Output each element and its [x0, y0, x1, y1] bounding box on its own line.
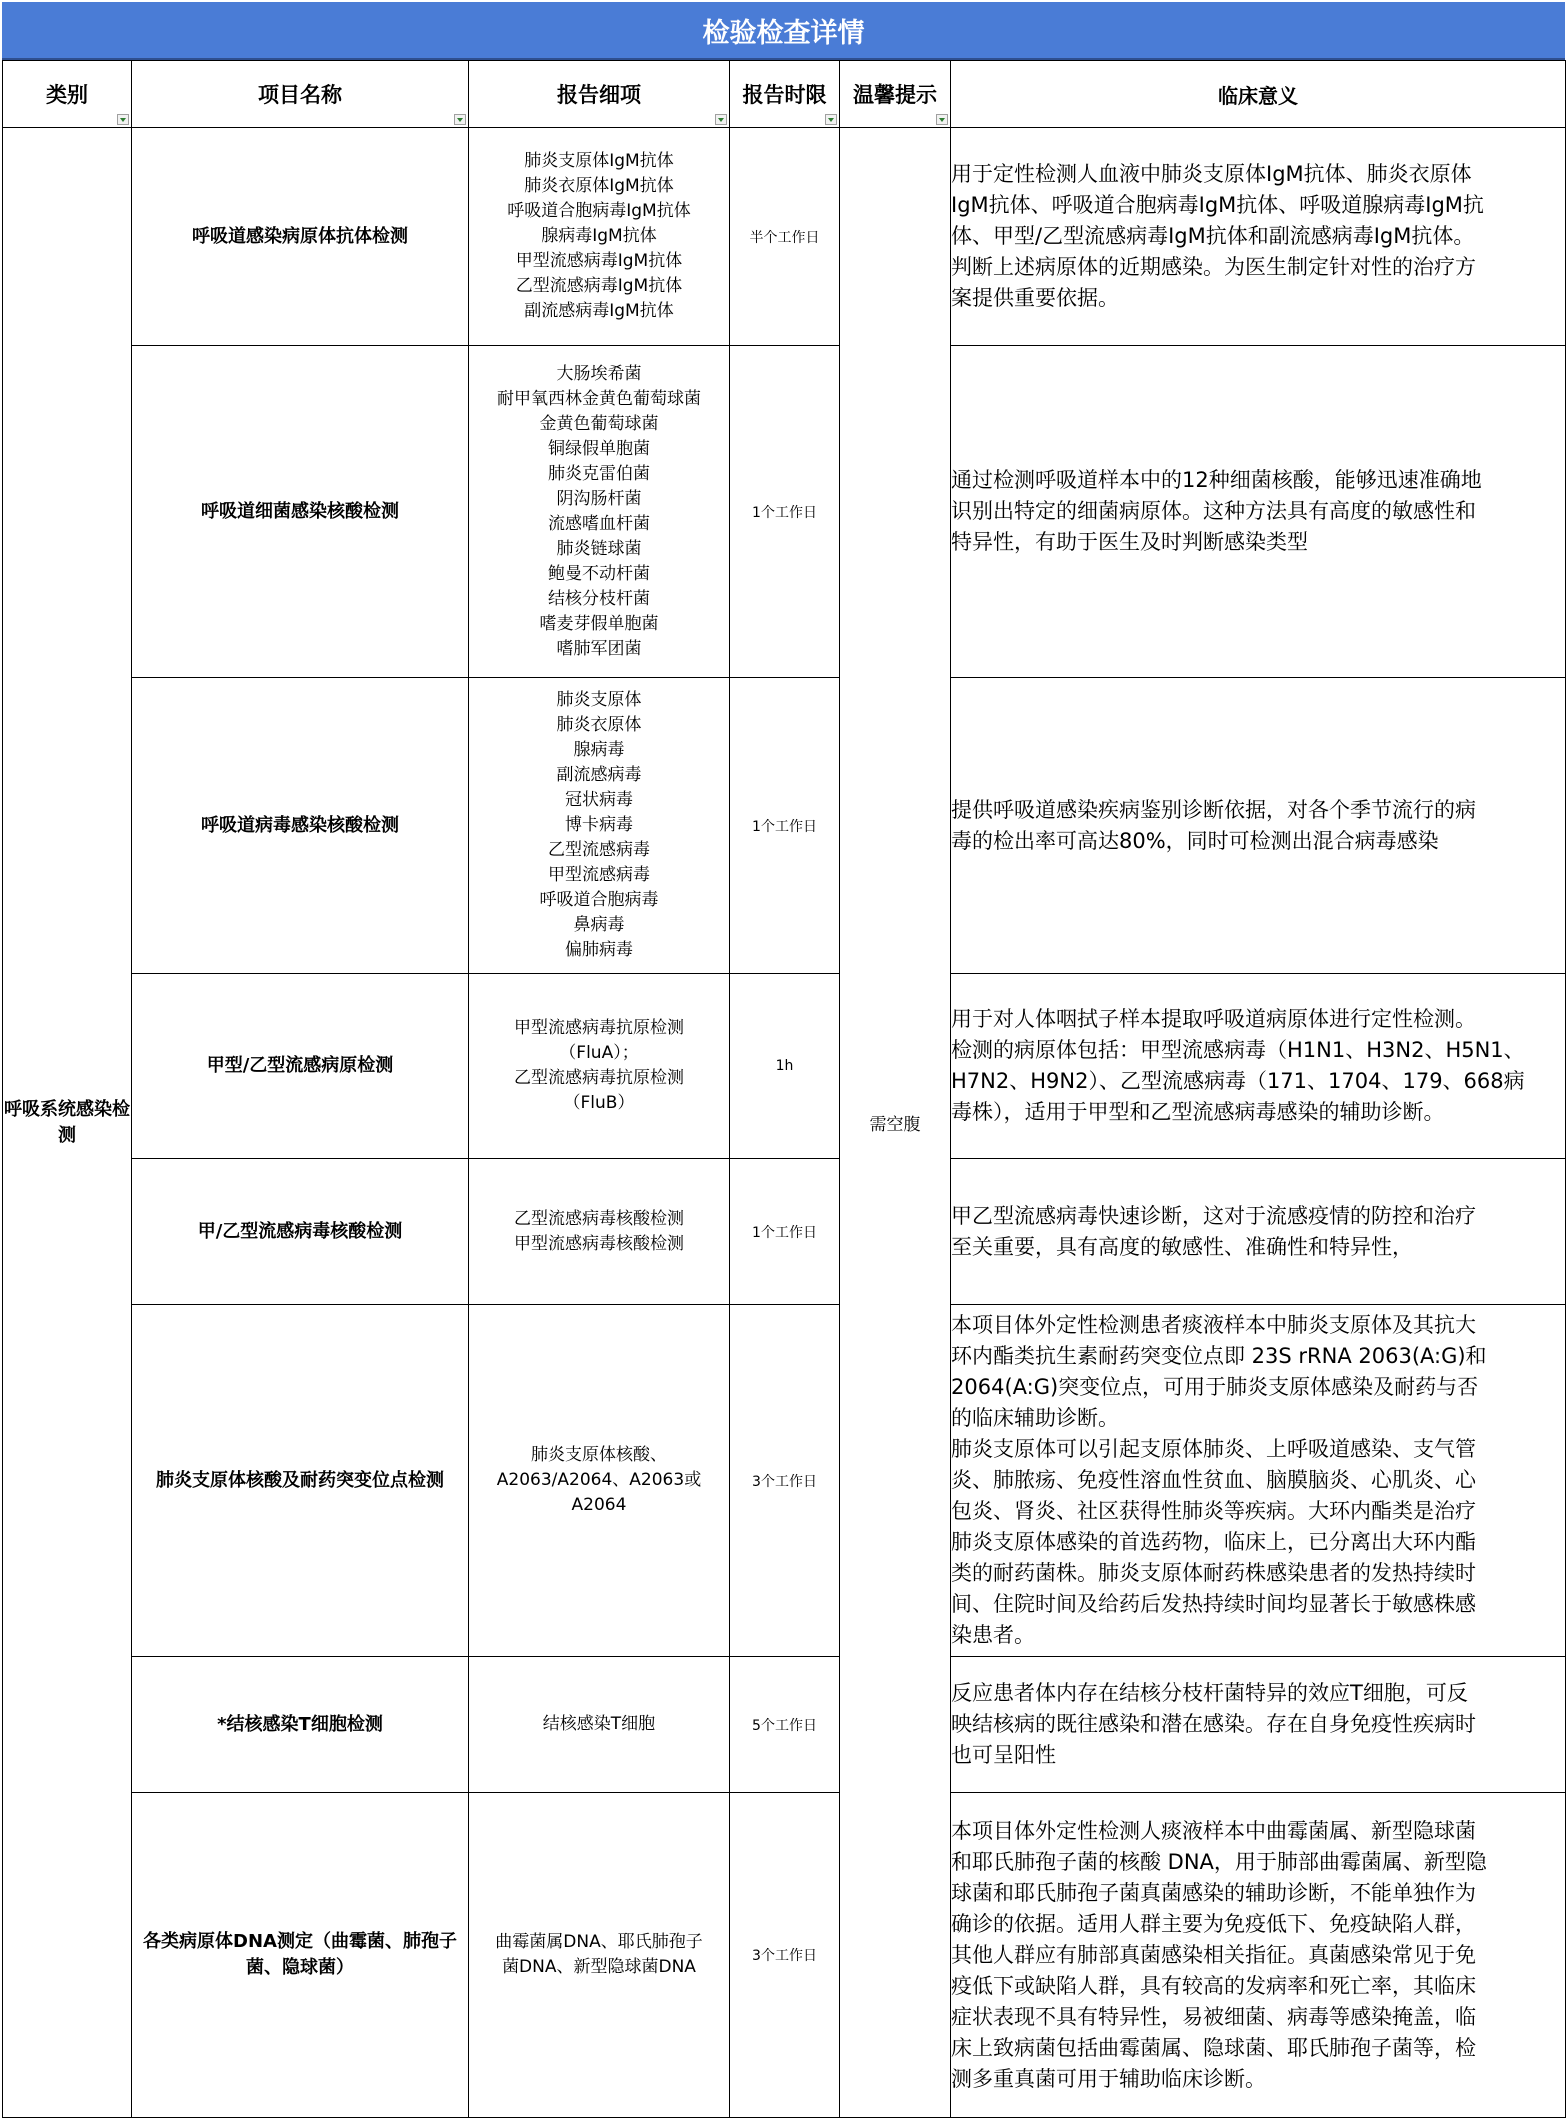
detail-line: 肺炎支原体IgM抗体 — [524, 151, 674, 171]
detail-line: 嗜肺军团菌 — [556, 638, 642, 659]
meaning-line: 判断上述病原体的近期感染。为医生制定针对性的治疗方 — [951, 255, 1476, 279]
header-report-detail — [469, 61, 730, 128]
detail-line: 鲍曼不动杆菌 — [548, 563, 650, 584]
detail-line: 嗜麦芽假单胞菌 — [539, 613, 659, 634]
meaning-line: 反应患者体内存在结核分枝杆菌特异的效应T细胞，可反 — [951, 1681, 1468, 1705]
filter-dropdown-icon[interactable] — [715, 114, 727, 125]
detail-line: 肺炎支原体核酸、 — [531, 1445, 667, 1465]
detail-line: 菌DNA、新型隐球菌DNA — [502, 1957, 696, 1977]
header-label: 类别 — [46, 83, 88, 107]
header-label: 报告时限 — [742, 83, 827, 107]
table-row — [3, 128, 1566, 346]
detail-line: A2064 — [571, 1495, 627, 1515]
detail-line: 肺炎支原体 — [556, 690, 642, 710]
detail-line: 副流感病毒 — [556, 765, 642, 785]
meaning-line: 测多重真菌可用于辅助临床诊断。 — [951, 2066, 1266, 2091]
meaning-line: 肺炎支原体感染的首选药物，临床上，已分离出大环内酯 — [951, 1530, 1476, 1554]
detail-line: 呼吸道合胞病毒 — [539, 890, 659, 910]
report-time-cell[interactable]: 半个工作日 — [730, 128, 840, 346]
header-item-name — [132, 61, 469, 128]
meaning-line: 环内酯类抗生素耐药突变位点即 23S rRNA 2063(A:G)和 — [951, 1344, 1487, 1368]
detail-line: 鼻病毒 — [573, 915, 625, 935]
detail-line: 肺炎衣原体 — [556, 715, 642, 735]
meaning-line: 案提供重要依据。 — [951, 286, 1119, 310]
detail-line: 大肠埃希菌 — [556, 363, 642, 384]
meaning-line: 确诊的依据。适用人群主要为免疫低下、免疫缺陷人群， — [951, 1911, 1476, 1936]
item-name-cell[interactable]: 呼吸道细菌感染核酸检测 — [132, 346, 469, 678]
clinical-meaning-cell[interactable] — [951, 1657, 1566, 1793]
tip-cell[interactable]: 需空腹 — [840, 128, 951, 2118]
report-time-cell[interactable]: 3个工作日 — [730, 1305, 840, 1657]
filter-dropdown-icon[interactable] — [454, 114, 466, 125]
meaning-line: 间、住院时间及给药后发热持续时间均显著长于敏感株感 — [951, 1592, 1476, 1616]
report-time-cell[interactable]: 1个工作日 — [730, 678, 840, 974]
detail-line: 副流感病毒IgM抗体 — [524, 301, 674, 321]
meaning-line: 识别出特定的细菌病原体。这种方法具有高度的敏感性和 — [951, 499, 1476, 523]
detail-line: 甲型流感病毒 — [548, 865, 650, 885]
report-detail-cell[interactable] — [469, 1793, 730, 2118]
detail-line: 冠状病毒 — [565, 790, 633, 810]
report-time-cell[interactable]: 1个工作日 — [730, 1159, 840, 1305]
detail-line: 肺炎衣原体IgM抗体 — [524, 176, 674, 196]
detail-line: A2063/A2064、A2063或 — [496, 1470, 702, 1490]
header-label: 项目名称 — [258, 83, 342, 107]
detail-line: 呼吸道合胞病毒IgM抗体 — [507, 201, 691, 221]
table-row — [3, 1159, 1566, 1305]
header-category — [3, 61, 132, 128]
detail-line: 结核感染T细胞 — [542, 1714, 656, 1734]
header-label: 温馨提示 — [853, 83, 937, 107]
header-tip — [840, 61, 951, 128]
detail-line: 乙型流感病毒核酸检测 — [514, 1208, 684, 1229]
meaning-line: 映结核病的既往感染和潜在感染。存在自身免疫性疾病时 — [951, 1712, 1476, 1736]
detail-line: 博卡病毒 — [565, 815, 633, 835]
clinical-meaning-cell[interactable] — [951, 346, 1566, 678]
exam-table — [2, 60, 1566, 2118]
report-time-cell[interactable]: 1h — [730, 974, 840, 1159]
table-body — [3, 128, 1566, 2118]
filter-dropdown-icon[interactable] — [117, 114, 129, 125]
detail-line: 甲型流感病毒IgM抗体 — [515, 251, 683, 271]
meaning-line: 疫低下或缺陷人群，具有较高的发病率和死亡率，其临床 — [951, 1973, 1476, 1998]
meaning-line: 包炎、肾炎、社区获得性肺炎等疾病。大环内酯类是治疗 — [951, 1499, 1476, 1523]
meaning-line: 的临床辅助诊断。 — [951, 1406, 1119, 1430]
meaning-line: 用于对人体咽拭子样本提取呼吸道病原体进行定性检测。 — [951, 1007, 1476, 1031]
header-label: 临床意义 — [1218, 83, 1298, 108]
report-detail-cell[interactable] — [469, 128, 730, 346]
clinical-meaning-cell[interactable] — [951, 974, 1566, 1159]
clinical-meaning-cell[interactable] — [951, 1305, 1566, 1657]
meaning-line: 其他人群应有肺部真菌感染相关指征。真菌感染常见于免 — [951, 1942, 1476, 1967]
table-row — [3, 974, 1566, 1159]
detail-line: 乙型流感病毒IgM抗体 — [515, 276, 683, 296]
meaning-line: 症状表现不具有特异性，易被细菌、病毒等感染掩盖，临 — [951, 2004, 1476, 2029]
detail-line: 肺炎克雷伯菌 — [548, 463, 650, 484]
category-cell[interactable]: 呼吸系统感染检测 — [3, 128, 132, 2118]
detail-line: （FluA）； — [559, 1043, 639, 1063]
detail-line: （FluB） — [563, 1093, 635, 1113]
report-detail-cell[interactable] — [469, 1657, 730, 1793]
clinical-meaning-cell[interactable] — [951, 1793, 1566, 2118]
item-name-cell[interactable]: *结核感染T细胞检测 — [132, 1657, 469, 1793]
meaning-line: 检测的病原体包括：甲型流感病毒（H1N1、H3N2、H5N1、 — [951, 1038, 1525, 1062]
report-time-cell[interactable]: 5个工作日 — [730, 1657, 840, 1793]
detail-line: 流感嗜血杆菌 — [548, 513, 650, 534]
meaning-line: 毒株），适用于甲型和乙型流感病毒感染的辅助诊断。 — [951, 1100, 1445, 1124]
table-row — [3, 1793, 1566, 2118]
meaning-line: H7N2、H9N2）、乙型流感病毒（171、1704、179、668病 — [951, 1069, 1525, 1093]
header-label: 报告细项 — [557, 83, 641, 107]
clinical-meaning-cell[interactable] — [951, 678, 1566, 974]
item-name-cell[interactable]: 呼吸道感染病原体抗体检测 — [132, 128, 469, 346]
meaning-line: IgM抗体、呼吸道合胞病毒IgM抗体、呼吸道腺病毒IgM抗 — [951, 193, 1484, 217]
detail-line: 甲型流感病毒抗原检测 — [514, 1018, 684, 1038]
report-time-cell[interactable]: 1个工作日 — [730, 346, 840, 678]
detail-line: 乙型流感病毒抗原检测 — [514, 1068, 684, 1088]
detail-line: 阴沟肠杆菌 — [556, 488, 642, 509]
report-detail-cell[interactable] — [469, 1159, 730, 1305]
detail-line: 腺病毒IgM抗体 — [541, 226, 657, 246]
meaning-line: 本项目体外定性检测患者痰液样本中肺炎支原体及其抗大 — [951, 1313, 1476, 1337]
meaning-line: 通过检测呼吸道样本中的12种细菌核酸，能够迅速准确地 — [951, 468, 1482, 492]
meaning-line: 染患者。 — [951, 1623, 1035, 1647]
header-report-time — [730, 61, 840, 128]
detail-line: 腺病毒 — [573, 740, 625, 760]
detail-line: 结核分枝杆菌 — [548, 588, 650, 609]
item-name-cell[interactable]: 呼吸道病毒感染核酸检测 — [132, 678, 469, 974]
meaning-line: 床上致病菌包括曲霉菌属、隐球菌、耶氏肺孢子菌等，检 — [951, 2035, 1476, 2060]
report-detail-cell[interactable] — [469, 346, 730, 678]
meaning-line: 球菌和耶氏肺孢子菌真菌感染的辅助诊断，不能单独作为 — [951, 1880, 1476, 1905]
table-row — [3, 678, 1566, 974]
meaning-line: 和耶氏肺孢子菌的核酸 DNA，用于肺部曲霉菌属、新型隐 — [951, 1849, 1487, 1874]
meaning-line: 肺炎支原体可以引起支原体肺炎、上呼吸道感染、支气管 — [951, 1437, 1476, 1461]
clinical-meaning-cell[interactable] — [951, 1159, 1566, 1305]
detail-line: 耐甲氧西林金黄色葡萄球菌 — [497, 388, 701, 409]
meaning-line: 也可呈阳性 — [951, 1743, 1056, 1767]
detail-line: 金黄色葡萄球菌 — [539, 413, 659, 434]
report-detail-cell[interactable] — [469, 974, 730, 1159]
item-name-cell[interactable]: 肺炎支原体核酸及耐药突变位点检测 — [132, 1305, 469, 1657]
meaning-line: 类的耐药菌株。肺炎支原体耐药株感染患者的发热持续时 — [951, 1561, 1476, 1585]
table-row — [3, 1657, 1566, 1793]
clinical-meaning-cell[interactable] — [951, 128, 1566, 346]
detail-line: 甲型流感病毒核酸检测 — [514, 1233, 684, 1254]
page-title: 检验检查详情 — [2, 2, 1565, 60]
detail-line: 肺炎链球菌 — [556, 538, 642, 559]
meaning-line: 毒的检出率可高达80%，同时可检测出混合病毒感染 — [951, 828, 1439, 853]
meaning-line: 特异性，有助于医生及时判断感染类型 — [951, 530, 1308, 554]
report-detail-cell[interactable] — [469, 678, 730, 974]
item-name-cell[interactable]: 甲型/乙型流感病原检测 — [132, 974, 469, 1159]
meaning-line: 本项目体外定性检测人痰液样本中曲霉菌属、新型隐球菌 — [951, 1818, 1476, 1843]
detail-line: 铜绿假单胞菌 — [548, 438, 650, 459]
header-clinical-meaning — [951, 61, 1566, 128]
meaning-line: 至关重要，具有高度的敏感性、准确性和特异性， — [951, 1234, 1413, 1259]
meaning-line: 甲乙型流感病毒快速诊断，这对于流感疫情的防控和治疗 — [951, 1203, 1476, 1228]
table-row — [3, 346, 1566, 678]
table-row — [3, 1305, 1566, 1657]
filter-dropdown-icon[interactable] — [936, 114, 948, 125]
filter-dropdown-icon[interactable] — [825, 114, 837, 125]
meaning-line: 用于定性检测人血液中肺炎支原体IgM抗体、肺炎衣原体 — [951, 162, 1472, 186]
item-name-cell[interactable]: 甲/乙型流感病毒核酸检测 — [132, 1159, 469, 1305]
detail-line: 乙型流感病毒 — [548, 840, 650, 860]
meaning-line: 炎、肺脓疡、免疫性溶血性贫血、脑膜脑炎、心肌炎、心 — [951, 1468, 1476, 1492]
detail-line: 曲霉菌属DNA、耶氏肺孢子 — [495, 1932, 703, 1952]
meaning-line: 提供呼吸道感染疾病鉴别诊断依据，对各个季节流行的病 — [951, 797, 1476, 822]
item-name-cell[interactable]: 各类病原体DNA测定（曲霉菌、肺孢子菌、隐球菌） — [132, 1793, 469, 2118]
meaning-line: 体、甲型/乙型流感病毒IgM抗体和副流感病毒IgM抗体。 — [951, 224, 1475, 248]
detail-line: 偏肺病毒 — [565, 940, 633, 960]
header-row — [3, 61, 1566, 128]
report-detail-cell[interactable] — [469, 1305, 730, 1657]
report-time-cell[interactable]: 3个工作日 — [730, 1793, 840, 2118]
meaning-line: 2064(A:G)突变位点，可用于肺炎支原体感染及耐药与否 — [951, 1375, 1479, 1399]
